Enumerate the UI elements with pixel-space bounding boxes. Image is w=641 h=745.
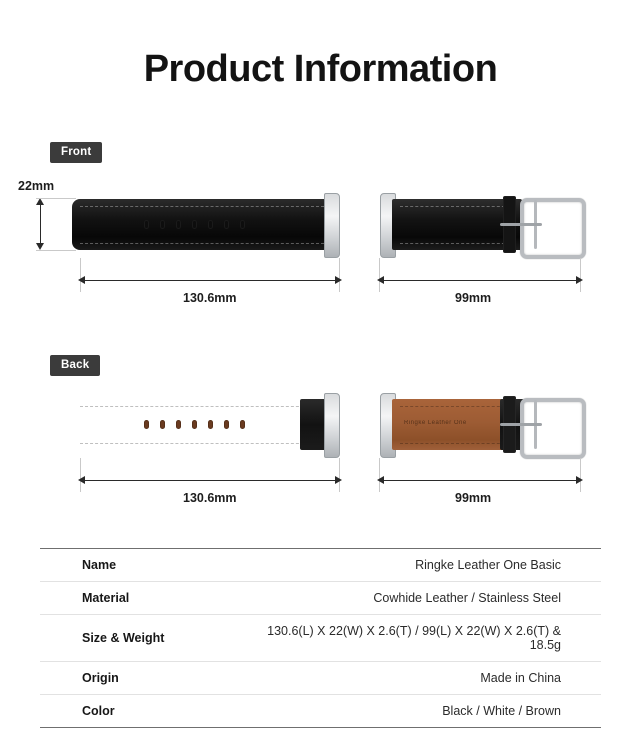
specification-table: [40, 548, 601, 728]
spec-key: Color: [82, 704, 115, 718]
table-row: [40, 615, 601, 662]
front-width-label: 22mm: [18, 179, 55, 193]
table-row: [40, 662, 601, 695]
spec-value: Ringke Leather One Basic: [415, 558, 561, 572]
spec-key: Material: [82, 591, 130, 605]
front-long-label: 130.6mm: [183, 291, 237, 305]
back-short-tick-left: [379, 458, 380, 492]
back-short-arrow: [377, 476, 583, 485]
front-width-arrow: [36, 198, 45, 250]
table-row: [40, 695, 601, 728]
spec-key: Origin: [82, 671, 119, 685]
back-short-label: 99mm: [455, 491, 492, 505]
front-short-label: 99mm: [455, 291, 492, 305]
spec-key: Name: [82, 558, 117, 572]
front-short-arrow: [377, 276, 583, 285]
front-short-tick-left: [379, 258, 380, 292]
back-long-tick-left: [80, 458, 81, 492]
spec-value: 130.6(L) X 22(W) X 2.6(T) / 99(L) X 22(W) X 2.6(T) & 18.5g: [267, 624, 561, 652]
front-width-tick-bottom: [36, 250, 76, 251]
section-tag-back: Back: [50, 355, 100, 376]
spec-value: Made in China: [480, 671, 561, 685]
table-row: [40, 549, 601, 582]
front-long-tick-left: [80, 258, 81, 292]
back-short-tick-right: [580, 458, 581, 492]
table-row: [40, 582, 601, 615]
front-long-arrow: [78, 276, 342, 285]
spec-key: Size & Weight: [82, 631, 165, 645]
front-buckle: [520, 198, 586, 259]
back-brandmark: Ringke Leather One: [404, 420, 467, 426]
page-title: Product Information: [143, 48, 498, 90]
spec-value: Black / White / Brown: [442, 704, 561, 718]
back-long-tick-right: [339, 458, 340, 492]
front-long-tick-right: [339, 258, 340, 292]
front-width-tick-top: [36, 198, 76, 199]
section-tag-front: Front: [50, 142, 102, 163]
spec-value: Cowhide Leather / Stainless Steel: [373, 591, 561, 605]
back-long-arrow: [78, 476, 342, 485]
front-short-tick-right: [580, 258, 581, 292]
back-buckle: [520, 398, 586, 459]
back-long-label: 130.6mm: [183, 491, 237, 505]
